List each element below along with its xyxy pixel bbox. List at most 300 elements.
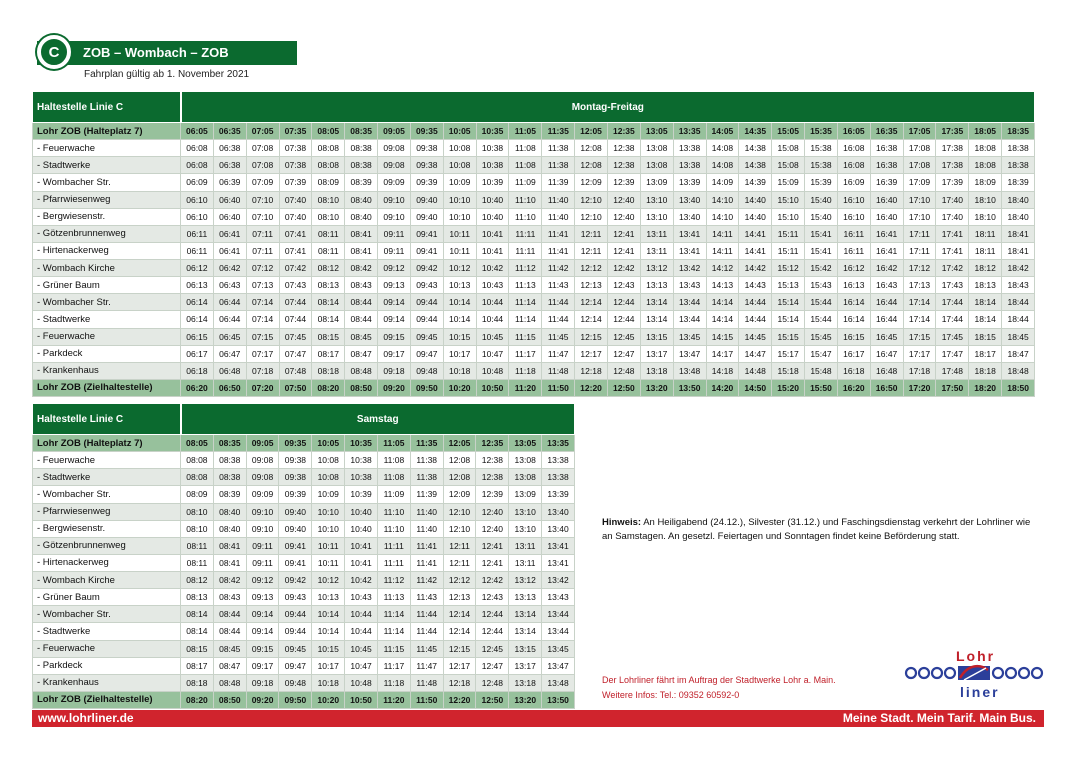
departure-time: 06:48 — [213, 362, 246, 379]
departure-time: 06:42 — [213, 260, 246, 277]
departure-time: 08:17 — [312, 345, 345, 362]
departure-time: 16:11 — [837, 225, 870, 242]
departure-time: 13:41 — [673, 225, 706, 242]
departure-time: 17:18 — [903, 362, 936, 379]
stop-name: - Wombacher Str. — [33, 606, 181, 623]
departure-time: 06:38 — [213, 140, 246, 157]
departure-time: 08:43 — [345, 277, 378, 294]
departure-time: 11:10 — [377, 520, 410, 537]
departure-time: 11:45 — [542, 328, 575, 345]
departure-time: 10:11 — [312, 537, 345, 554]
departure-time: 15:15 — [772, 328, 805, 345]
departure-time: 12:20 — [575, 379, 608, 396]
departure-time: 09:35 — [279, 435, 312, 452]
departure-time: 13:10 — [640, 208, 673, 225]
operator-info — [602, 673, 836, 703]
departure-time: 15:48 — [805, 362, 838, 379]
stop-name: - Stadtwerke — [33, 311, 181, 328]
departure-time: 12:35 — [607, 123, 640, 140]
departure-time: 10:44 — [476, 294, 509, 311]
departure-time: 07:10 — [246, 208, 279, 225]
departure-time: 17:50 — [936, 379, 969, 396]
departure-time: 11:45 — [410, 640, 443, 657]
departure-time: 11:15 — [377, 640, 410, 657]
departure-time: 15:10 — [772, 208, 805, 225]
departure-time: 10:20 — [443, 379, 476, 396]
departure-time: 12:43 — [607, 277, 640, 294]
table-header — [33, 92, 1035, 123]
departure-time: 18:11 — [969, 225, 1002, 242]
footer-bar — [32, 710, 1044, 727]
stop-name: - Hirtenackerweg — [33, 554, 181, 571]
departure-time: 15:45 — [805, 328, 838, 345]
departure-time: 13:11 — [640, 242, 673, 259]
departure-time: 08:10 — [312, 191, 345, 208]
departure-time: 06:09 — [181, 174, 214, 191]
departure-time: 12:44 — [476, 623, 509, 640]
departure-time: 10:14 — [312, 606, 345, 623]
departure-time: 11:43 — [542, 277, 575, 294]
departure-time: 08:50 — [213, 691, 246, 708]
departure-time: 10:45 — [476, 328, 509, 345]
departure-time: 12:38 — [607, 140, 640, 157]
departure-time: 09:41 — [279, 554, 312, 571]
departure-time: 13:40 — [542, 520, 575, 537]
departure-time: 09:43 — [410, 277, 443, 294]
departure-time: 18:47 — [1002, 345, 1035, 362]
departure-time: 08:20 — [181, 691, 214, 708]
departure-time: 11:41 — [542, 225, 575, 242]
departure-time: 09:08 — [246, 469, 279, 486]
departure-time: 06:18 — [181, 362, 214, 379]
departure-time: 18:18 — [969, 362, 1002, 379]
logo-word-bottom: liner — [960, 684, 1000, 700]
departure-time: 06:40 — [213, 208, 246, 225]
route-title: ZOB – Wombach – ZOB — [83, 45, 229, 60]
departure-time: 13:10 — [640, 191, 673, 208]
departure-time: 10:18 — [312, 674, 345, 691]
departure-time: 10:45 — [345, 640, 378, 657]
departure-time: 14:50 — [739, 379, 772, 396]
departure-time: 16:48 — [870, 362, 903, 379]
departure-time: 18:40 — [1002, 208, 1035, 225]
departure-time: 12:13 — [575, 277, 608, 294]
departure-time: 08:41 — [213, 554, 246, 571]
departure-time: 06:47 — [213, 345, 246, 362]
table-row — [33, 362, 1035, 379]
table-row — [33, 174, 1035, 191]
departure-time: 13:14 — [509, 623, 542, 640]
departure-time: 09:09 — [378, 174, 411, 191]
departure-time: 15:11 — [772, 225, 805, 242]
departure-time: 12:41 — [607, 225, 640, 242]
departure-time: 18:14 — [969, 294, 1002, 311]
departure-time: 06:11 — [181, 225, 214, 242]
departure-time: 06:14 — [181, 311, 214, 328]
lohrliner-logo — [902, 646, 1046, 702]
departure-time: 13:47 — [542, 657, 575, 674]
departure-time: 13:14 — [640, 294, 673, 311]
departure-time: 06:15 — [181, 328, 214, 345]
departure-time: 17:42 — [936, 260, 969, 277]
departure-time: 08:05 — [181, 435, 214, 452]
departure-time: 11:40 — [410, 503, 443, 520]
departure-time: 13:45 — [542, 640, 575, 657]
departure-time: 08:14 — [181, 606, 214, 623]
table-row — [33, 486, 575, 503]
departure-time: 08:45 — [213, 640, 246, 657]
stop-column-header: Haltestelle Linie C — [33, 92, 181, 123]
departure-time: 08:47 — [345, 345, 378, 362]
departure-time: 15:20 — [772, 379, 805, 396]
table-row — [33, 572, 575, 589]
departure-time: 09:40 — [410, 208, 443, 225]
departure-time: 09:13 — [378, 277, 411, 294]
departure-time: 11:38 — [410, 452, 443, 469]
departure-time: 14:10 — [706, 208, 739, 225]
departure-time: 08:14 — [312, 294, 345, 311]
stop-name: - Götzenbrunnenweg — [33, 225, 181, 242]
departure-time: 11:38 — [542, 140, 575, 157]
departure-time: 13:38 — [673, 140, 706, 157]
departure-time: 10:14 — [443, 311, 476, 328]
departure-time: 06:11 — [181, 242, 214, 259]
departure-time: 15:44 — [805, 294, 838, 311]
departure-time: 11:08 — [509, 140, 542, 157]
departure-time: 10:40 — [476, 208, 509, 225]
departure-time: 08:41 — [213, 537, 246, 554]
departure-time: 13:43 — [542, 589, 575, 606]
departure-time: 13:11 — [509, 537, 542, 554]
departure-time: 17:10 — [903, 208, 936, 225]
departure-time: 07:35 — [279, 123, 312, 140]
departure-time: 06:40 — [213, 191, 246, 208]
departure-time: 17:48 — [936, 362, 969, 379]
departure-time: 13:35 — [542, 435, 575, 452]
departure-time: 08:42 — [213, 572, 246, 589]
departure-time: 15:35 — [805, 123, 838, 140]
departure-time: 14:38 — [739, 140, 772, 157]
table-row — [33, 640, 575, 657]
departure-time: 12:50 — [476, 691, 509, 708]
departure-time: 13:11 — [640, 225, 673, 242]
table-row — [33, 311, 1035, 328]
departure-time: 14:43 — [739, 277, 772, 294]
departure-time: 08:14 — [312, 311, 345, 328]
departure-time: 07:44 — [279, 294, 312, 311]
departure-time: 11:10 — [509, 191, 542, 208]
departure-time: 16:42 — [870, 260, 903, 277]
departure-time: 09:38 — [279, 452, 312, 469]
departure-time: 08:35 — [213, 435, 246, 452]
day-header: Montag-Freitag — [181, 92, 1035, 123]
departure-time: 15:12 — [772, 260, 805, 277]
table-row — [33, 345, 1035, 362]
departure-time: 07:09 — [246, 174, 279, 191]
stop-name: - Wombacher Str. — [33, 294, 181, 311]
departure-time: 06:17 — [181, 345, 214, 362]
departure-time: 13:39 — [542, 486, 575, 503]
departure-time: 10:41 — [345, 537, 378, 554]
departure-time: 12:15 — [575, 328, 608, 345]
departure-time: 18:40 — [1002, 191, 1035, 208]
departure-time: 08:39 — [213, 486, 246, 503]
departure-time: 13:44 — [542, 606, 575, 623]
departure-time: 15:08 — [772, 157, 805, 174]
departure-time: 09:44 — [410, 294, 443, 311]
departure-time: 08:41 — [345, 225, 378, 242]
departure-time: 10:47 — [345, 657, 378, 674]
departure-time: 11:09 — [509, 174, 542, 191]
departure-time: 08:38 — [213, 452, 246, 469]
departure-time: 16:09 — [837, 174, 870, 191]
departure-time: 07:43 — [279, 277, 312, 294]
note-label: Hinweis: — [602, 517, 642, 528]
departure-time: 16:38 — [870, 157, 903, 174]
departure-time: 09:38 — [279, 469, 312, 486]
departure-time: 15:43 — [805, 277, 838, 294]
departure-time: 15:44 — [805, 311, 838, 328]
departure-time: 12:09 — [443, 486, 476, 503]
table-row — [33, 589, 575, 606]
departure-time: 10:43 — [476, 277, 509, 294]
departure-time: 17:44 — [936, 311, 969, 328]
departure-time: 12:42 — [476, 572, 509, 589]
departure-time: 13:50 — [673, 379, 706, 396]
departure-time: 12:10 — [575, 208, 608, 225]
departure-time: 13:17 — [640, 345, 673, 362]
table-row — [33, 469, 575, 486]
departure-time: 17:12 — [903, 260, 936, 277]
departure-time: 09:40 — [279, 520, 312, 537]
departure-time: 07:05 — [246, 123, 279, 140]
departure-time: 06:13 — [181, 277, 214, 294]
departure-time: 07:11 — [246, 225, 279, 242]
table-row — [33, 225, 1035, 242]
departure-time: 12:39 — [607, 174, 640, 191]
departure-time: 07:38 — [279, 157, 312, 174]
departure-time: 10:41 — [476, 242, 509, 259]
departure-time: 13:44 — [673, 311, 706, 328]
departure-time: 10:08 — [443, 140, 476, 157]
departure-time: 12:14 — [443, 606, 476, 623]
departure-time: 10:39 — [345, 486, 378, 503]
departure-time: 12:48 — [607, 362, 640, 379]
departure-time: 13:13 — [640, 277, 673, 294]
departure-time: 08:15 — [312, 328, 345, 345]
stop-name: Lohr ZOB (Zielhaltestelle) — [33, 379, 181, 396]
departure-time: 18:08 — [969, 157, 1002, 174]
departure-time: 11:17 — [377, 657, 410, 674]
stop-name: - Wombacher Str. — [33, 486, 181, 503]
departure-time: 13:40 — [542, 503, 575, 520]
departure-time: 09:15 — [378, 328, 411, 345]
route-title-bar — [37, 41, 297, 65]
departure-time: 08:11 — [312, 242, 345, 259]
departure-time: 13:47 — [673, 345, 706, 362]
departure-time: 11:13 — [377, 589, 410, 606]
departure-time: 17:47 — [936, 345, 969, 362]
holiday-note — [602, 516, 1042, 544]
stop-name: - Pfarrwiesenweg — [33, 191, 181, 208]
departure-time: 11:11 — [377, 554, 410, 571]
departure-time: 16:40 — [870, 191, 903, 208]
departure-time: 17:14 — [903, 311, 936, 328]
departure-time: 09:05 — [246, 435, 279, 452]
table-row — [33, 191, 1035, 208]
departure-time: 16:41 — [870, 225, 903, 242]
departure-time: 13:41 — [542, 554, 575, 571]
departure-time: 08:09 — [181, 486, 214, 503]
departure-time: 06:05 — [181, 123, 214, 140]
departure-time: 09:05 — [378, 123, 411, 140]
table-row — [33, 452, 575, 469]
departure-time: 12:11 — [575, 242, 608, 259]
departure-time: 16:17 — [837, 345, 870, 362]
departure-time: 11:12 — [509, 260, 542, 277]
operator-line: Der Lohrliner fährt im Auftrag der Stadtwerke Lohr a. Main. — [602, 675, 836, 685]
departure-time: 18:44 — [1002, 311, 1035, 328]
departure-time: 08:09 — [312, 174, 345, 191]
departure-time: 08:10 — [312, 208, 345, 225]
departure-time: 13:14 — [509, 606, 542, 623]
table-row — [33, 503, 575, 520]
departure-time: 12:45 — [607, 328, 640, 345]
departure-time: 08:13 — [181, 589, 214, 606]
departure-time: 08:44 — [345, 294, 378, 311]
departure-time: 11:40 — [542, 208, 575, 225]
departure-time: 10:41 — [345, 554, 378, 571]
departure-time: 11:14 — [377, 623, 410, 640]
departure-time: 08:35 — [345, 123, 378, 140]
departure-time: 17:09 — [903, 174, 936, 191]
departure-time: 13:48 — [673, 362, 706, 379]
departure-time: 10:42 — [345, 572, 378, 589]
departure-time: 18:20 — [969, 379, 1002, 396]
website-link[interactable]: www.lohrliner.de — [38, 711, 134, 725]
departure-time: 10:47 — [476, 345, 509, 362]
departure-time: 07:40 — [279, 191, 312, 208]
departure-time: 09:47 — [279, 657, 312, 674]
note-text: An Heiligabend (24.12.), Silvester (31.12.) und Faschingsdienstag verkehrt der Lohrliner wie an Samstagen. An gesetzl. Feiertagen und Sonntagen findet keine Beförderung statt. — [602, 517, 1031, 542]
departure-time: 11:08 — [377, 469, 410, 486]
table-row — [33, 379, 1035, 396]
departure-time: 12:38 — [607, 157, 640, 174]
weekday-timetable — [32, 91, 1035, 397]
departure-time: 11:44 — [542, 294, 575, 311]
departure-time: 17:14 — [903, 294, 936, 311]
departure-time: 13:39 — [673, 174, 706, 191]
departure-time: 13:08 — [509, 452, 542, 469]
departure-time: 16:47 — [870, 345, 903, 362]
departure-time: 14:12 — [706, 260, 739, 277]
departure-time: 16:14 — [837, 294, 870, 311]
departure-time: 14:47 — [739, 345, 772, 362]
departure-time: 09:38 — [410, 140, 443, 157]
departure-time: 17:38 — [936, 140, 969, 157]
departure-time: 13:15 — [509, 640, 542, 657]
departure-time: 17:45 — [936, 328, 969, 345]
departure-time: 09:44 — [279, 623, 312, 640]
departure-time: 09:13 — [246, 589, 279, 606]
departure-time: 08:48 — [213, 674, 246, 691]
departure-time: 13:14 — [640, 311, 673, 328]
departure-time: 08:50 — [345, 379, 378, 396]
departure-time: 08:11 — [181, 554, 214, 571]
departure-time: 09:44 — [279, 606, 312, 623]
departure-time: 18:09 — [969, 174, 1002, 191]
departure-time: 14:45 — [739, 328, 772, 345]
departure-time: 13:10 — [509, 520, 542, 537]
departure-time: 17:35 — [936, 123, 969, 140]
departure-time: 12:15 — [443, 640, 476, 657]
departure-time: 08:17 — [181, 657, 214, 674]
departure-time: 09:10 — [378, 191, 411, 208]
departure-time: 17:08 — [903, 157, 936, 174]
departure-time: 08:08 — [312, 157, 345, 174]
departure-time: 12:12 — [575, 260, 608, 277]
stop-name: - Bergwiesenstr. — [33, 208, 181, 225]
departure-time: 13:18 — [640, 362, 673, 379]
departure-time: 06:38 — [213, 157, 246, 174]
departure-time: 11:47 — [410, 657, 443, 674]
departure-time: 18:11 — [969, 242, 1002, 259]
stop-name: Lohr ZOB (Halteplatz 7) — [33, 123, 181, 140]
departure-time: 18:17 — [969, 345, 1002, 362]
departure-time: 18:43 — [1002, 277, 1035, 294]
departure-time: 08:40 — [345, 208, 378, 225]
departure-time: 09:08 — [378, 157, 411, 174]
departure-time: 08:10 — [181, 503, 214, 520]
stop-name: - Feuerwache — [33, 328, 181, 345]
departure-time: 08:40 — [345, 191, 378, 208]
departure-time: 11:12 — [377, 572, 410, 589]
departure-time: 08:18 — [312, 362, 345, 379]
departure-time: 14:41 — [739, 242, 772, 259]
departure-time: 16:50 — [870, 379, 903, 396]
slogan: Meine Stadt. Mein Tarif. Main Bus. — [842, 711, 1036, 725]
departure-time: 09:41 — [410, 225, 443, 242]
departure-time: 09:17 — [246, 657, 279, 674]
departure-time: 08:38 — [345, 140, 378, 157]
departure-time: 16:41 — [870, 242, 903, 259]
departure-time: 09:11 — [246, 554, 279, 571]
departure-time: 10:50 — [476, 379, 509, 396]
departure-time: 18:38 — [1002, 140, 1035, 157]
departure-time: 06:41 — [213, 225, 246, 242]
departure-time: 09:14 — [378, 294, 411, 311]
departure-time: 17:13 — [903, 277, 936, 294]
departure-time: 07:10 — [246, 191, 279, 208]
departure-time: 10:15 — [312, 640, 345, 657]
departure-time: 11:18 — [377, 674, 410, 691]
departure-time: 11:39 — [410, 486, 443, 503]
departure-time: 13:13 — [509, 589, 542, 606]
departure-time: 06:35 — [213, 123, 246, 140]
departure-time: 08:45 — [345, 328, 378, 345]
departure-time: 14:13 — [706, 277, 739, 294]
departure-time: 09:20 — [246, 691, 279, 708]
departure-time: 13:08 — [640, 157, 673, 174]
line-badge: C — [37, 35, 71, 69]
stop-name: - Stadtwerke — [33, 469, 181, 486]
departure-time: 06:08 — [181, 140, 214, 157]
departure-time: 13:11 — [509, 554, 542, 571]
departure-time: 11:41 — [410, 537, 443, 554]
departure-time: 17:43 — [936, 277, 969, 294]
departure-time: 13:08 — [640, 140, 673, 157]
departure-time: 17:08 — [903, 140, 936, 157]
